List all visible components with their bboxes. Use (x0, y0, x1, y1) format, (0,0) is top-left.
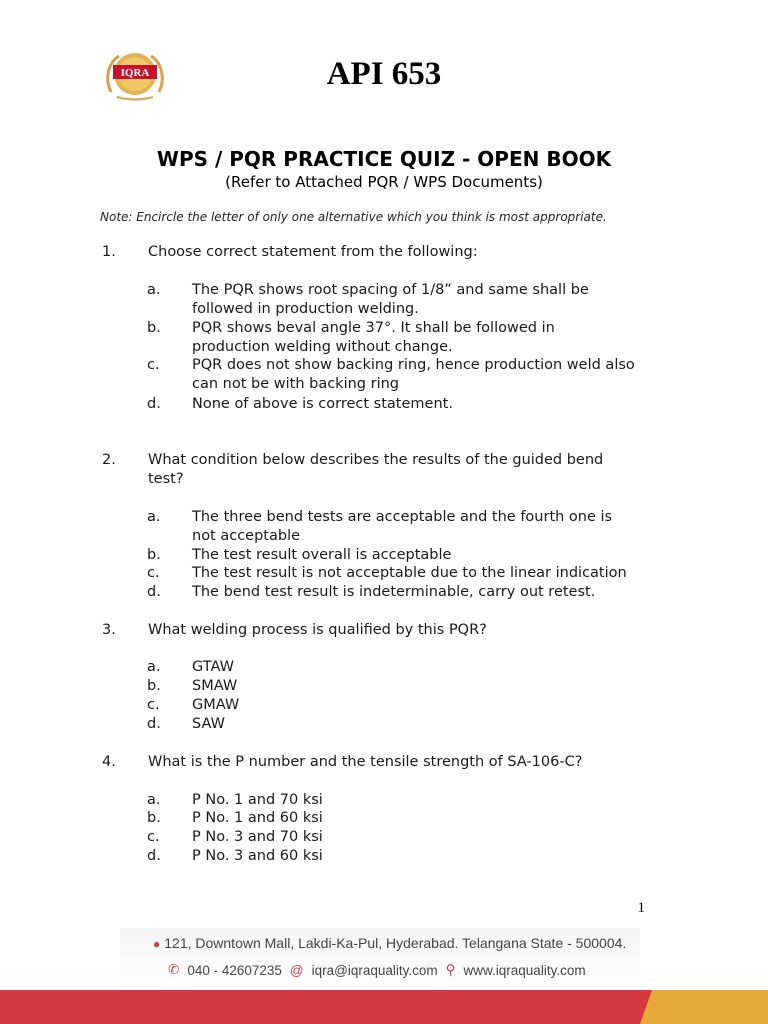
option-text: PQR does not show backing ring, hence production weld also can not be with backing ring (192, 357, 635, 392)
quiz-subtitle: (Refer to Attached PQR / WPS Documents) (225, 173, 543, 191)
option-letter[interactable]: b. (147, 547, 161, 563)
document-title: API 653 (326, 56, 442, 92)
footer-contact-line (168, 962, 638, 978)
option-text: The PQR shows root spacing of 1/8” and same shall be followed in production welding. (192, 282, 589, 317)
svg-text:IQRA: IQRA (120, 67, 150, 79)
phone-icon: ✆ (168, 962, 180, 977)
option-letter[interactable]: d. (147, 396, 161, 412)
option-text: GMAW (192, 697, 240, 713)
footer-color-bar (0, 990, 768, 1024)
option-letter[interactable]: b. (147, 320, 161, 336)
quiz-title: WPS / PQR PRACTICE QUIZ - OPEN BOOK (156, 147, 612, 171)
question-text: What is the P number and the tensile strength of SA-106-C? (148, 754, 583, 770)
option-text: P No. 1 and 60 ksi (192, 810, 323, 826)
option-text: P No. 1 and 70 ksi (192, 792, 323, 808)
option-letter[interactable]: c. (147, 565, 160, 581)
footer-address-line (153, 935, 626, 951)
option-text: SMAW (192, 678, 238, 694)
option-letter[interactable]: d. (147, 848, 161, 864)
option-letter[interactable]: a. (147, 792, 161, 808)
option-text: GTAW (192, 659, 234, 675)
page-number: 1 (637, 900, 645, 916)
option-text: PQR shows beval angle 37°. It shall be followed in production welding without change. (192, 320, 555, 355)
footer-email[interactable]: iqra@iqraquality.com (311, 962, 438, 978)
instruction-note: Note: Encircle the letter of only one alternative which you think is most appropriate. (100, 210, 607, 224)
option-text: P No. 3 and 60 ksi (192, 848, 323, 864)
question-number: 3. (102, 622, 116, 638)
option-text: The test result overall is acceptable (192, 547, 452, 563)
option-text: The bend test result is indeterminable, carry out retest. (192, 584, 596, 600)
option-letter[interactable]: c. (147, 357, 160, 373)
footer-website[interactable]: www.iqraquality.com (463, 962, 586, 978)
question-number: 1. (102, 244, 116, 260)
option-letter[interactable]: b. (147, 810, 161, 826)
option-letter[interactable]: a. (147, 282, 161, 298)
option-text: The test result is not acceptable due to the linear indication (192, 565, 627, 581)
location-pin-icon: ● (153, 937, 161, 951)
option-text: SAW (192, 716, 225, 732)
search-icon: ⚲ (445, 962, 456, 977)
question-number: 2. (102, 452, 116, 468)
footer-phone[interactable]: 040 - 42607235 (187, 962, 282, 978)
option-letter[interactable]: d. (147, 716, 161, 732)
option-text: P No. 3 and 70 ksi (192, 829, 323, 845)
question-text: What condition below describes the results of the guided bend test? (148, 452, 604, 487)
question-number: 4. (102, 754, 116, 770)
option-letter[interactable]: b. (147, 678, 161, 694)
option-letter[interactable]: a. (147, 659, 161, 675)
question-text: Choose correct statement from the following: (148, 244, 478, 260)
option-letter[interactable]: c. (147, 829, 160, 845)
question-text: What welding process is qualified by this PQR? (148, 622, 487, 638)
email-icon: @ (289, 962, 304, 978)
footer-address: 121, Downtown Mall, Lakdi-Ka-Pul, Hyderabad. Telangana State - 500004. (164, 935, 627, 951)
option-text: The three bend tests are acceptable and the fourth one is not acceptable (192, 509, 613, 544)
option-letter[interactable]: a. (147, 509, 161, 525)
option-text: None of above is correct statement. (192, 396, 453, 412)
option-letter[interactable]: c. (147, 697, 160, 713)
option-letter[interactable]: d. (147, 584, 161, 600)
